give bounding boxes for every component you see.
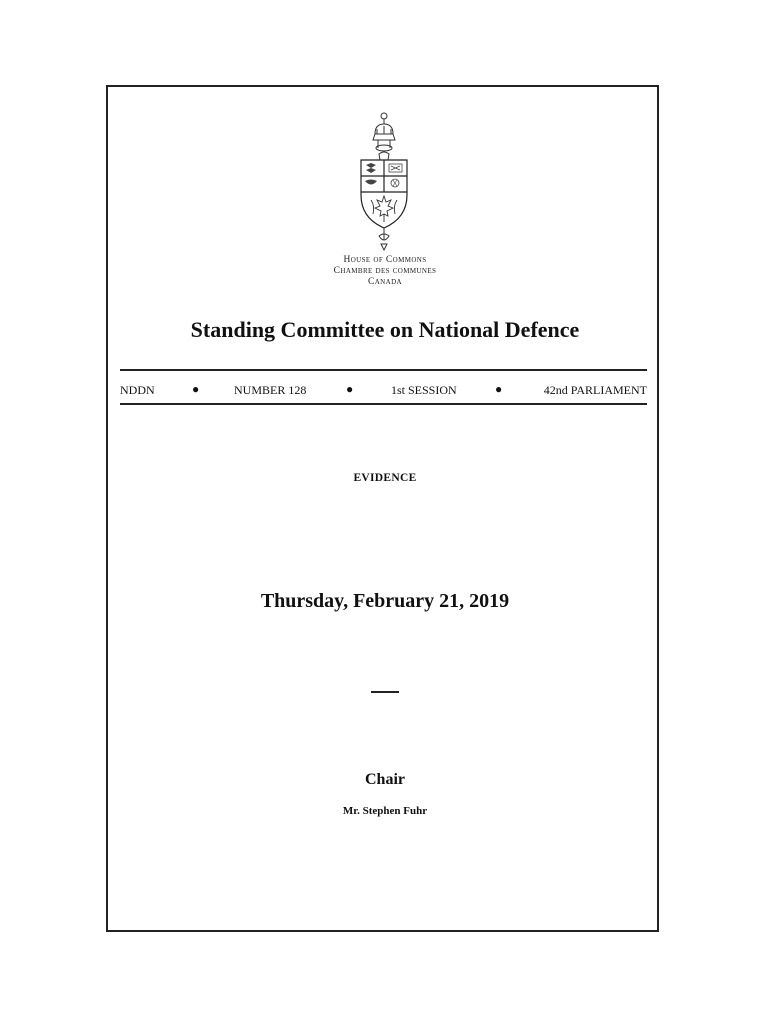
institution-name-french: Chambre des communes	[333, 266, 437, 276]
institution-name-english: House of Commons	[343, 255, 427, 265]
separator-bullet: ●	[192, 382, 200, 396]
committee-title: Standing Committee on National Defence	[190, 317, 580, 342]
separator-bullet: ●	[346, 382, 354, 396]
header-rule-top	[120, 369, 647, 371]
committee-code: NDDN	[120, 383, 155, 397]
meeting-number: NUMBER 128	[234, 383, 307, 397]
country-name: Canada	[367, 277, 402, 287]
parliament-label: 42nd PARLIAMENT	[543, 383, 647, 397]
coat-of-arms-emblem	[351, 110, 417, 252]
meeting-meta-row	[120, 383, 647, 399]
separator-bullet: ●	[495, 382, 503, 396]
header-rule-bottom	[120, 403, 647, 405]
meeting-date: Thursday, February 21, 2019	[260, 590, 510, 612]
chair-name: Mr. Stephen Fuhr	[342, 805, 428, 817]
session-label: 1st SESSION	[391, 383, 457, 397]
decorative-dash	[371, 691, 399, 693]
section-label: EVIDENCE	[353, 472, 417, 484]
chair-heading: Chair	[365, 771, 405, 788]
